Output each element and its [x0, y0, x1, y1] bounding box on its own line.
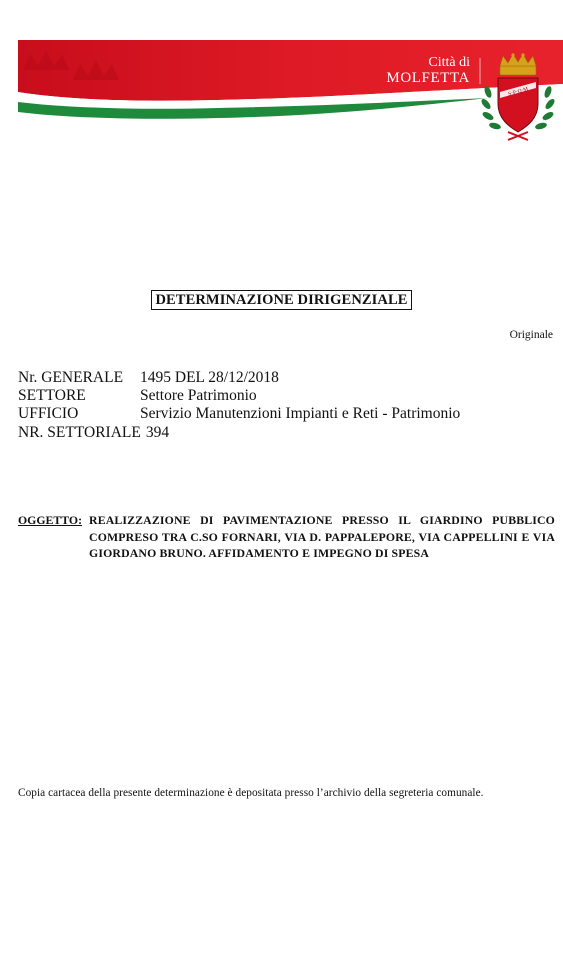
subject-label: OGGETTO:	[18, 513, 83, 527]
field-label: UFFICIO	[18, 405, 79, 423]
field-value: Servizio Manutenzioni Impianti e Reti - Patrimonio	[140, 405, 461, 423]
field-row-settoriale	[18, 424, 460, 442]
field-value: 1495 DEL 28/12/2018	[140, 369, 279, 386]
field-value: Settore Patrimonio	[140, 387, 257, 405]
subject-block	[18, 512, 555, 562]
field-label: SETTORE	[18, 387, 86, 405]
field-label: NR. SETTORIALE	[18, 423, 141, 441]
document-status: Originale	[509, 329, 553, 341]
register-info	[18, 369, 460, 442]
city-name: MOLFETTA	[386, 69, 470, 86]
footer-note: Copia cartacea della presente determinazione è depositata presso l’archivio della segreteria comunale.	[18, 787, 484, 799]
city-prefix: Città di	[428, 55, 470, 70]
crest-motto: S·P·Q·M	[507, 86, 529, 98]
field-label: Nr. GENERALE	[18, 369, 124, 386]
field-row-generale	[18, 369, 460, 387]
field-row-settore	[18, 387, 460, 405]
field-value: 394	[145, 423, 170, 441]
subject-text: REALIZZAZIONE DI PAVIMENTAZIONE PRESSO IL GIARDINO PUBBLICO COMPRESO TRA C.SO FORNARI, VIA D. PAPPALEPORE, VIA CAPPELLINI E VIA GIORDANO BRUNO. AFFIDAMENTO E IMPEGNO DI SPESA	[89, 513, 555, 560]
document-title-text: DETERMINAZIONE DIRIGENZIALE	[151, 290, 411, 310]
city-title	[386, 56, 470, 86]
molfetta-crest-icon	[478, 52, 558, 150]
field-row-ufficio	[18, 405, 460, 423]
document-title	[0, 290, 563, 310]
